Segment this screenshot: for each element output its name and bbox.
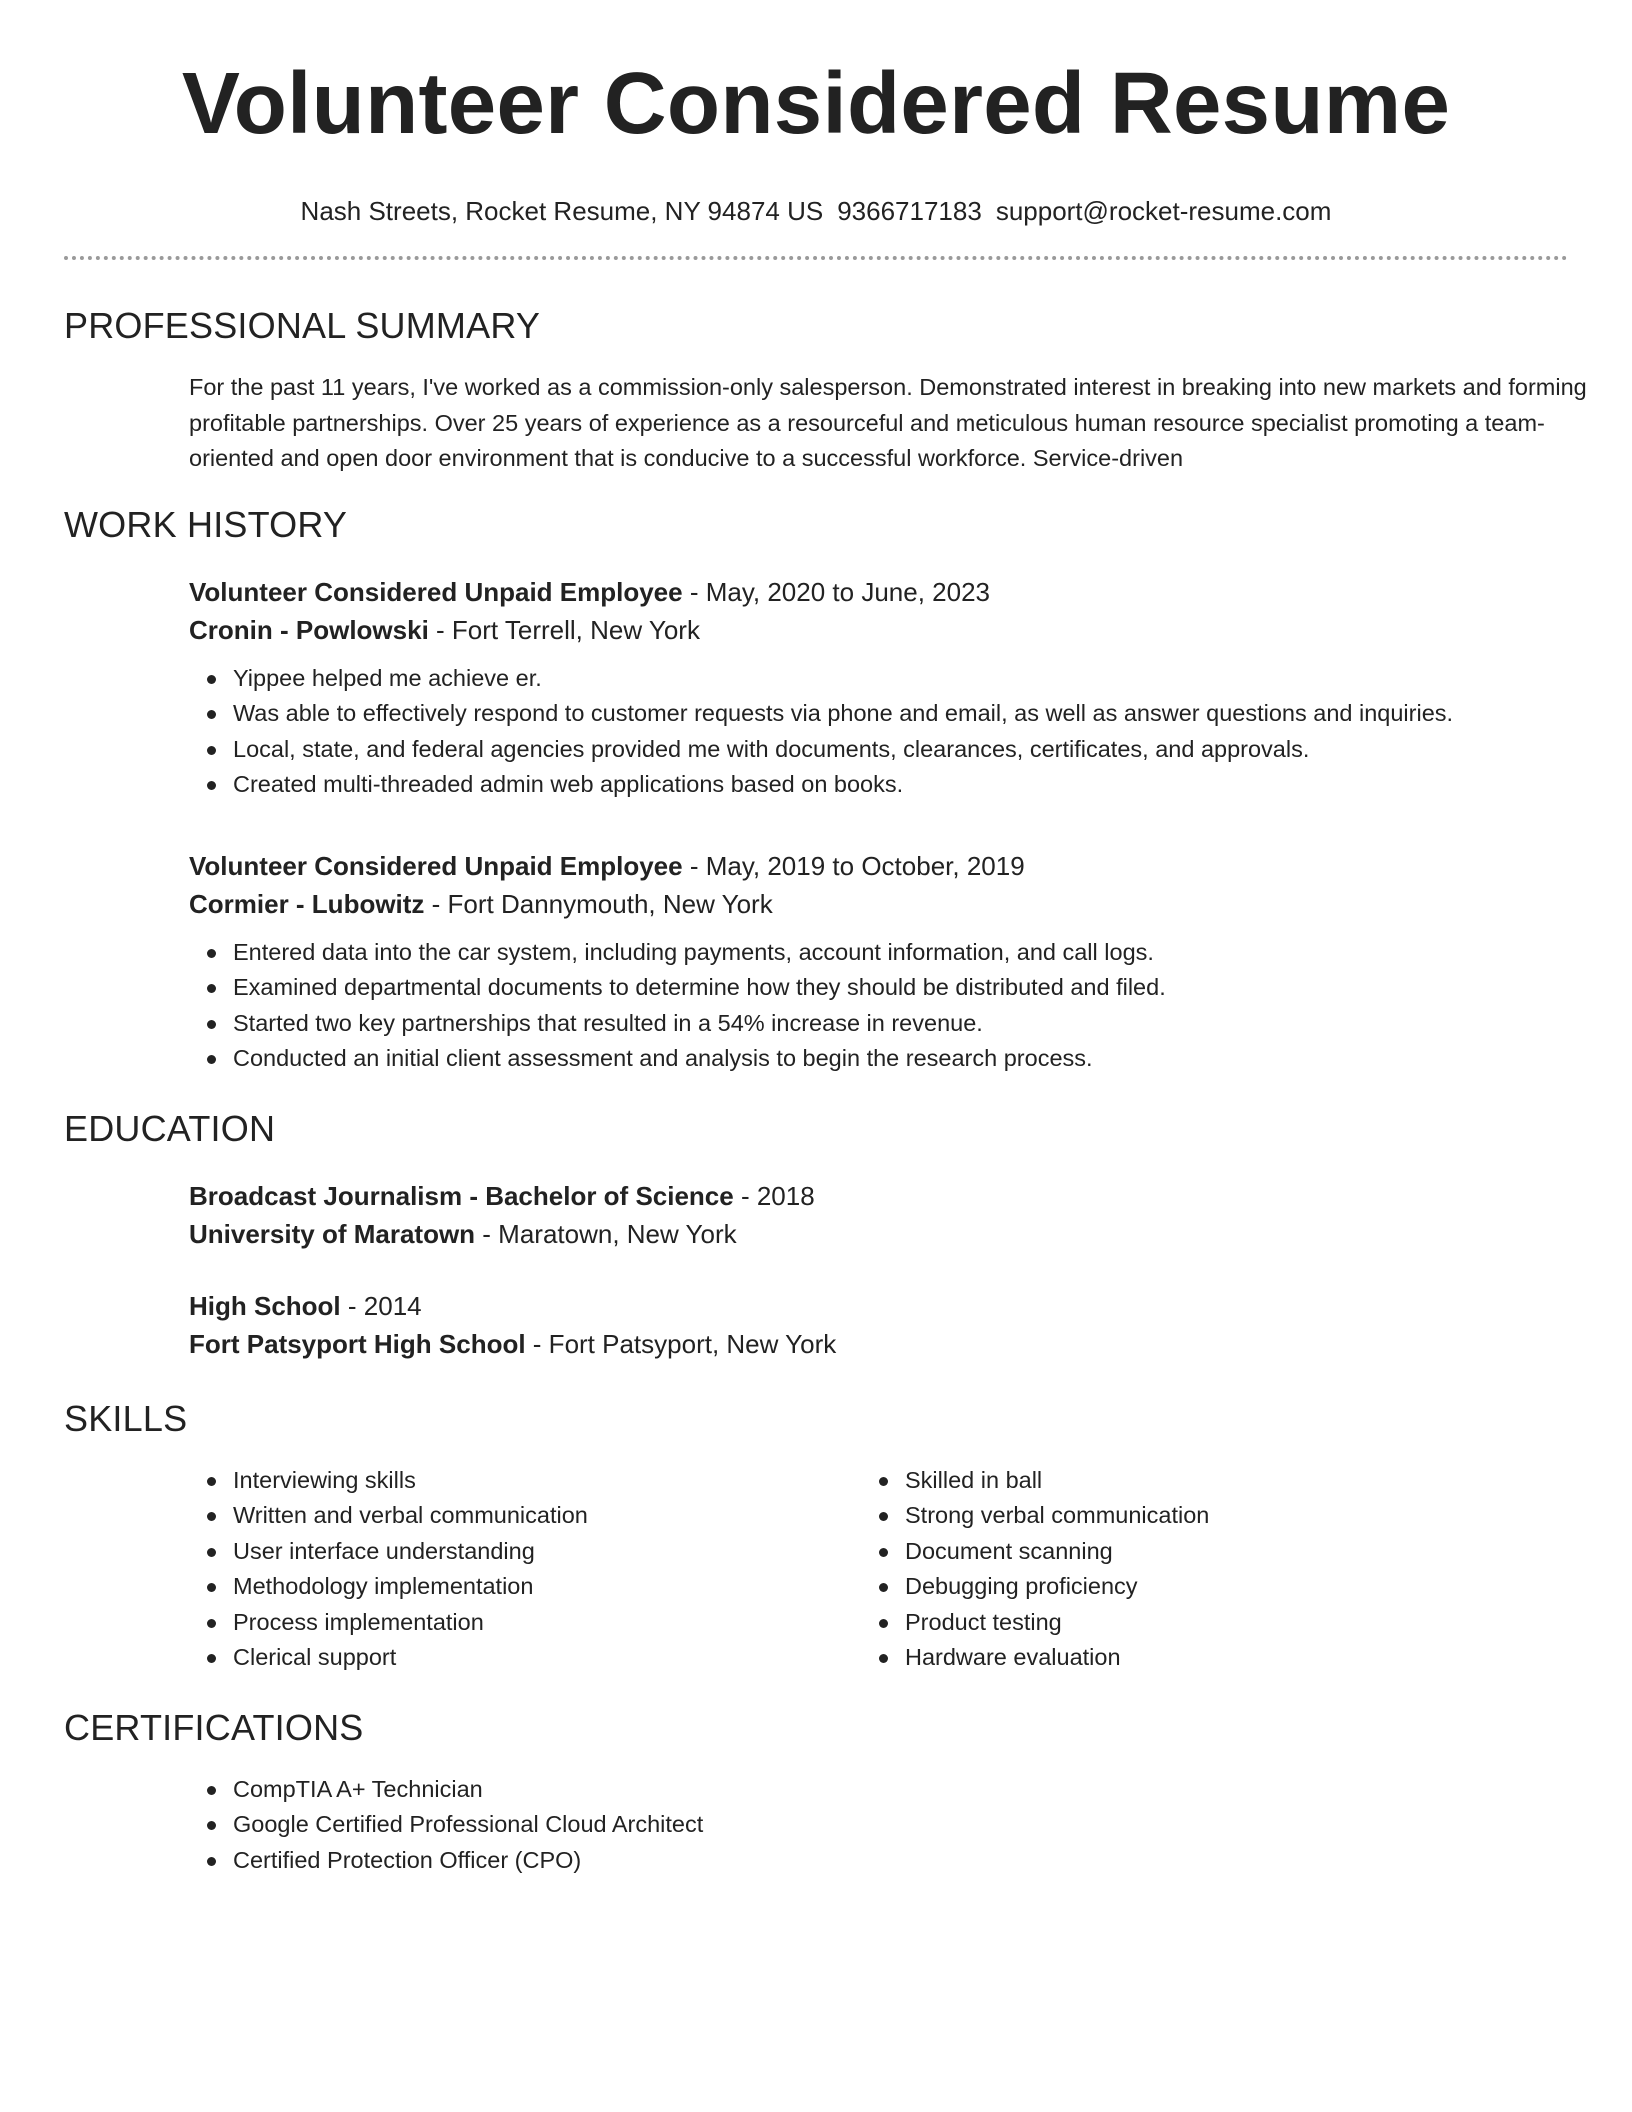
job-company: Cormier - Lubowitz xyxy=(189,888,425,919)
contact-address: Nash Streets, Rocket Resume, NY 94874 US xyxy=(300,196,824,226)
education-degree-line xyxy=(189,1177,1568,1215)
job-company-line xyxy=(189,611,1568,649)
skills-list-right xyxy=(861,1463,1209,1676)
job-bullet: Conducted an initial client assessment and analysis to begin the research process. xyxy=(233,1041,1568,1077)
skill-item: Strong verbal communication xyxy=(905,1498,1209,1534)
summary-heading: PROFESSIONAL SUMMARY xyxy=(64,305,541,346)
job-bullet: Local, state, and federal agencies provided me with documents, clearances, certificates, and approvals. xyxy=(233,732,1568,768)
skill-item: Clerical support xyxy=(233,1640,861,1676)
skill-item: Interviewing skills xyxy=(233,1463,861,1499)
skill-item: Document scanning xyxy=(905,1534,1209,1570)
job-bullet: Yippee helped me achieve er. xyxy=(233,661,1568,697)
certifications-list xyxy=(189,1772,1568,1879)
job-position: Volunteer Considered Unpaid Employee xyxy=(189,576,683,607)
skills-list-left xyxy=(189,1463,861,1676)
job-company-line xyxy=(189,885,1568,923)
contact-email: support@rocket-resume.com xyxy=(995,196,1332,226)
skill-item: Product testing xyxy=(905,1605,1209,1641)
job-bullet: Created multi-threaded admin web applications based on books. xyxy=(233,767,1568,803)
education-entry xyxy=(189,1287,1568,1363)
skill-item: Hardware evaluation xyxy=(905,1640,1209,1676)
job-entry xyxy=(189,847,1568,1077)
certification-item: Google Certified Professional Cloud Architect xyxy=(233,1807,1568,1843)
job-bullets xyxy=(189,935,1568,1077)
certification-item: CompTIA A+ Technician xyxy=(233,1772,1568,1808)
job-location: - Fort Dannymouth, New York xyxy=(424,888,773,919)
job-dates: - May, 2020 to June, 2023 xyxy=(682,576,990,607)
skills-heading: SKILLS xyxy=(64,1397,188,1439)
education-location: - Maratown, New York xyxy=(475,1218,737,1249)
work-history-heading: WORK HISTORY xyxy=(64,503,348,545)
job-location: - Fort Terrell, New York xyxy=(428,614,700,645)
resume-title: Volunteer Considered Resume xyxy=(181,55,1451,152)
certification-item: Certified Protection Officer (CPO) xyxy=(233,1843,1568,1879)
education-degree: Broadcast Journalism - Bachelor of Science xyxy=(189,1180,734,1211)
education-entry xyxy=(189,1177,1568,1253)
education-year: - 2014 xyxy=(340,1290,422,1321)
job-entry xyxy=(189,573,1568,803)
job-title-line xyxy=(189,847,1568,885)
skill-item: Process implementation xyxy=(233,1605,861,1641)
education-list xyxy=(189,1177,1568,1363)
skill-item: Skilled in ball xyxy=(905,1463,1209,1499)
skill-item: Written and verbal communication xyxy=(233,1498,861,1534)
contact-phone: 9366717183 xyxy=(837,196,982,226)
job-bullet: Entered data into the car system, including payments, account information, and call logs. xyxy=(233,935,1568,971)
education-school-line xyxy=(189,1215,1568,1253)
skill-item: User interface understanding xyxy=(233,1534,861,1570)
summary-text: For the past 11 years, I've worked as a commission-only salesperson. Demonstrated interest in breaking into new markets and forming profitable partnerships. Over 25 years of experience as a resourceful and meticulous human resource specialist promoting a team-oriented and open door environment that is conducive to a successful workforce. Service-driven xyxy=(189,374,1587,471)
education-school-line xyxy=(189,1325,1568,1363)
education-year: - 2018 xyxy=(733,1180,815,1211)
work-history-list xyxy=(189,573,1568,1077)
job-company: Cronin - Powlowski xyxy=(189,614,429,645)
education-school: University of Maratown xyxy=(189,1218,476,1249)
contact-line xyxy=(64,196,1568,226)
job-bullet: Was able to effectively respond to customer requests via phone and email, as well as answer questions and inquiries. xyxy=(233,696,1568,732)
skill-item: Methodology implementation xyxy=(233,1569,861,1605)
job-bullet: Examined departmental documents to determine how they should be distributed and filed. xyxy=(233,970,1568,1006)
skills-columns xyxy=(189,1463,1568,1676)
skill-item: Debugging proficiency xyxy=(905,1569,1209,1605)
education-degree-line xyxy=(189,1287,1568,1325)
education-degree: High School xyxy=(189,1290,341,1321)
job-position: Volunteer Considered Unpaid Employee xyxy=(189,850,683,881)
certifications-heading: CERTIFICATIONS xyxy=(64,1706,364,1748)
education-heading: EDUCATION xyxy=(64,1107,276,1149)
education-location: - Fort Patsyport, New York xyxy=(525,1328,837,1359)
job-bullet: Started two key partnerships that resulted in a 54% increase in revenue. xyxy=(233,1006,1568,1042)
job-dates: - May, 2019 to October, 2019 xyxy=(682,850,1025,881)
job-bullets xyxy=(189,661,1568,803)
job-title-line xyxy=(189,573,1568,611)
header-divider xyxy=(64,256,1568,260)
education-school: Fort Patsyport High School xyxy=(189,1328,526,1359)
